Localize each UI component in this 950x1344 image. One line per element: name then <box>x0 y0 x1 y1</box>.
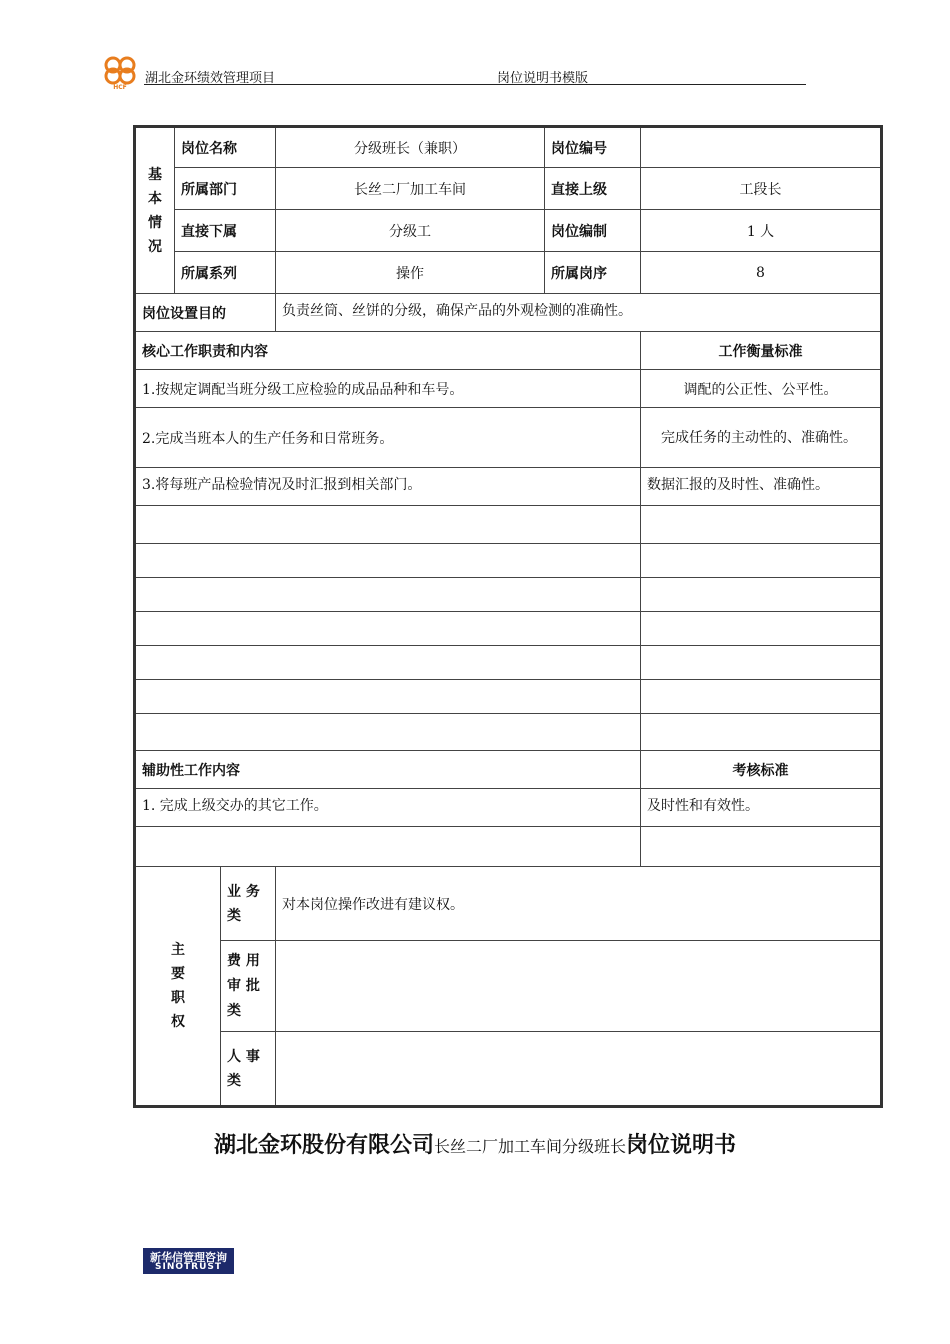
purpose-text: 负责丝筒、丝饼的分级，确保产品的外观检测的准确性。 <box>276 294 882 332</box>
field-label: 岗位编制 <box>545 210 641 252</box>
authority-section-label: 主 要 职 权 <box>135 867 221 1107</box>
core-duty-row <box>135 370 882 408</box>
field-label: 岗位编号 <box>545 127 641 168</box>
field-label: 直接下属 <box>175 210 276 252</box>
aux-row <box>135 789 882 827</box>
core-header-right: 工作衡量标准 <box>641 332 882 370</box>
hcf-logo-icon <box>100 54 140 90</box>
field-value: 8 <box>641 252 882 294</box>
aux-standard: 及时性和有效性。 <box>641 789 882 827</box>
authority-row <box>135 867 882 941</box>
core-standard: 数据汇报的及时性、准确性。 <box>641 468 882 506</box>
basic-row <box>135 210 882 252</box>
field-value: 操作 <box>276 252 545 294</box>
authority-text <box>276 1032 882 1107</box>
authority-row <box>135 941 882 1032</box>
authority-category: 费 用 审 批 类 <box>221 941 276 1032</box>
doc-name: 岗位说明书 <box>626 1133 737 1158</box>
basic-section-label: 基 本 情 况 <box>135 127 175 294</box>
header-doc-type: 岗位说明书模版 <box>497 71 589 86</box>
aux-header-right: 考核标准 <box>641 751 882 789</box>
aux-empty-row <box>135 827 882 867</box>
core-duty: 2.完成当班本人的生产任务和日常班务。 <box>135 408 641 468</box>
purpose-row <box>135 294 882 332</box>
core-header-row <box>135 332 882 370</box>
authority-row <box>135 1032 882 1107</box>
basic-row <box>135 168 882 210</box>
basic-row <box>135 252 882 294</box>
core-empty-row <box>135 646 882 680</box>
core-duty-row <box>135 468 882 506</box>
aux-header-row <box>135 751 882 789</box>
field-label: 所属系列 <box>175 252 276 294</box>
core-duty: 3.将每班产品检验情况及时汇报到相关部门。 <box>135 468 641 506</box>
sinotrust-en: SINOTRUST <box>154 1262 222 1272</box>
svg-text:HCF: HCF <box>113 84 127 90</box>
field-value <box>641 127 882 168</box>
authority-text <box>276 941 882 1032</box>
field-label: 岗位名称 <box>175 127 276 168</box>
core-standard: 完成任务的主动性的、准确性。 <box>641 408 882 468</box>
job-description-table <box>133 125 883 1108</box>
field-value: 1 人 <box>641 210 882 252</box>
field-label: 所属岗序 <box>545 252 641 294</box>
core-empty-row <box>135 578 882 612</box>
aux-content: 1. 完成上级交办的其它工作。 <box>135 789 641 827</box>
aux-header-left: 辅助性工作内容 <box>135 751 641 789</box>
field-value: 分级工 <box>276 210 545 252</box>
core-empty-row <box>135 506 882 544</box>
core-duty: 1.按规定调配当班分级工应检验的成品品种和车号。 <box>135 370 641 408</box>
core-empty-row <box>135 680 882 714</box>
authority-text: 对本岗位操作改进有建议权。 <box>276 867 882 941</box>
header-project-name: 湖北金环绩效管理项目 <box>145 71 276 86</box>
core-standard: 调配的公正性、公平性。 <box>641 370 882 408</box>
core-duty-row <box>135 408 882 468</box>
position-name: 长丝二厂加工车间分级班长 <box>433 1137 626 1156</box>
core-empty-row <box>135 612 882 646</box>
core-header-left: 核心工作职责和内容 <box>135 332 641 370</box>
field-value: 分级班长（兼职） <box>276 127 545 168</box>
field-label: 直接上级 <box>545 168 641 210</box>
core-empty-row <box>135 544 882 578</box>
company-name: 湖北金环股份有限公司 <box>213 1133 434 1158</box>
document-title <box>0 1128 950 1159</box>
basic-row <box>135 127 882 168</box>
field-value: 长丝二厂加工车间 <box>276 168 545 210</box>
core-empty-row <box>135 714 882 751</box>
purpose-label: 岗位设置目的 <box>135 294 276 332</box>
sinotrust-cn: 新华信管理咨询 <box>150 1251 227 1264</box>
header-rule <box>144 84 806 85</box>
authority-category: 业 务 类 <box>221 867 276 941</box>
field-value: 工段长 <box>641 168 882 210</box>
page-header <box>100 52 806 90</box>
sinotrust-logo <box>143 1248 234 1274</box>
field-label: 所属部门 <box>175 168 276 210</box>
authority-category: 人 事 类 <box>221 1032 276 1107</box>
